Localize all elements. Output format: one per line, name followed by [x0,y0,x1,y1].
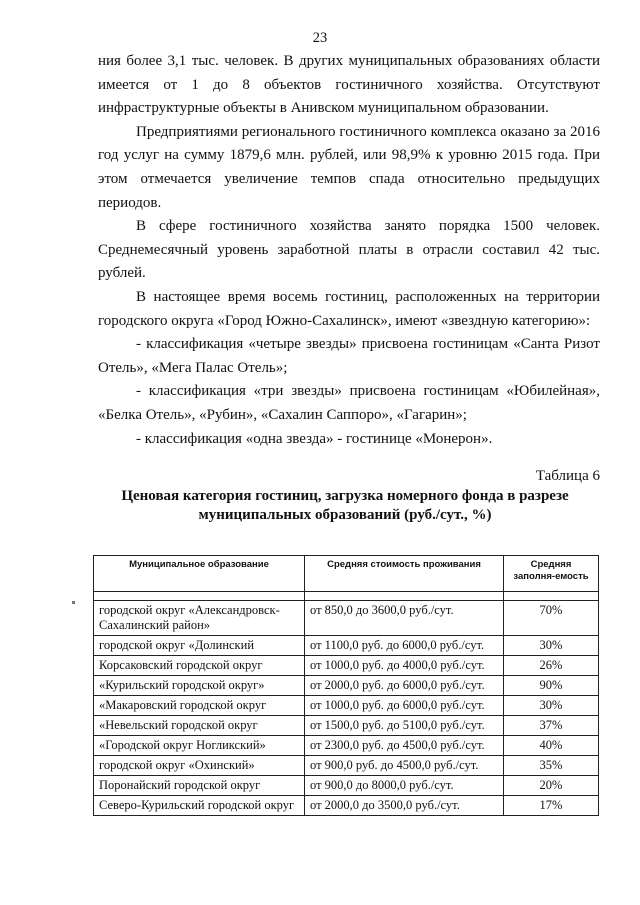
paragraph: ния более 3,1 тыс. человек. В других муниципальных образованиях области имеется от 1 до 8 объектов гостиничного хозяйства. Отсутствуют инфраструктурные объекты в Анивском муниципальном образовании. [98,53,600,117]
price-cell: от 2300,0 руб. до 4500,0 руб./сут. [305,736,504,756]
list-item: - классификация «четыре звезды» присвоена гостиницам «Санта Ризот Отель», «Мега Палас Отель»; [98,336,600,376]
price-cell: от 2000,0 руб. до 6000,0 руб./сут. [305,676,504,696]
municipality-cell: городской округ «Охинский» [94,756,305,776]
municipality-cell: Северо-Курильский городской округ [94,796,305,816]
table-header-row [94,556,599,592]
table-row [94,676,599,696]
paragraph: Предприятиями регионального гостиничного комплекса оказано за 2016 год услуг на сумму 1879,6 млн. рублей, или 98,9% к уровню 2015 года. При этом отмечается увеличение темпов спада относительно предыдущих периодов. [98,123,600,211]
occupancy-cell: 40% [504,736,599,756]
occupancy-cell: 37% [504,716,599,736]
header-occupancy: Средняя заполня-емость [504,556,599,592]
table-label: Таблица 6 [535,468,600,484]
list-item: - классификация «одна звезда» - гостинице «Монерон». [136,430,493,447]
price-cell: от 900,0 до 8000,0 руб./сут. [305,776,504,796]
price-cell: от 900,0 руб. до 4500,0 руб./сут. [305,756,504,776]
table-title: Ценовая категория гостиниц, загрузка номерного фонда в разрезе муниципальных образований (руб./сут., %) [121,488,569,523]
paragraph: В сфере гостиничного хозяйства занято порядка 1500 человек. Среднемесячный уровень заработной платы в отрасли составил 42 тыс. рублей. [98,218,600,282]
page-number: 23 [312,30,328,46]
table-row [94,756,599,776]
table-row [94,656,599,676]
municipality-cell: Корсаковский городской округ [94,656,305,676]
municipality-cell: городской округ «Долинский [94,636,305,656]
occupancy-cell: 30% [504,636,599,656]
header-price: Средняя стоимость проживания [305,556,504,592]
occupancy-cell: 70% [504,601,599,636]
list-item: - классификация «три звезды» присвоена гостиницам «Юбилейная», «Белка Отель», «Рубин», «Сахалин Саппоро», «Гагарин»; [98,383,600,423]
margin-mark [72,601,75,604]
hotel-price-table [93,555,599,816]
table-row [94,696,599,716]
table-row [94,601,599,636]
table-row [94,716,599,736]
occupancy-cell: 17% [504,796,599,816]
occupancy-cell: 26% [504,656,599,676]
occupancy-cell: 35% [504,756,599,776]
occupancy-cell: 30% [504,696,599,716]
price-cell: от 850,0 до 3600,0 руб./сут. [305,601,504,636]
paragraph: В настоящее время восемь гостиниц, расположенных на территории городского округа «Город Южно-Сахалинск», имеют «звездную категорию»: [98,288,600,329]
table-row [94,736,599,756]
occupancy-cell: 20% [504,776,599,796]
price-cell: от 1000,0 руб. до 4000,0 руб./сут. [305,656,504,676]
table-row [94,636,599,656]
price-cell: от 1500,0 руб. до 5100,0 руб./сут. [305,716,504,736]
municipality-cell: «Городской округ Ногликский» [94,736,305,756]
table-spacer-row [94,592,599,601]
price-cell: от 1000,0 руб. до 6000,0 руб./сут. [305,696,504,716]
municipality-cell: «Макаровский городской округ [94,696,305,716]
header-municipality: Муниципальное образование [94,556,305,592]
occupancy-cell: 90% [504,676,599,696]
municipality-cell: городской округ «Александровск-Сахалинский район» [94,601,305,636]
price-cell: от 2000,0 до 3500,0 руб./сут. [305,796,504,816]
table-row [94,796,599,816]
municipality-cell: «Невельский городской округ [94,716,305,736]
table-row [94,776,599,796]
municipality-cell: «Курильский городской округ» [94,676,305,696]
price-cell: от 1100,0 руб. до 6000,0 руб./сут. [305,636,504,656]
body-text [98,50,600,451]
municipality-cell: Поронайский городской округ [94,776,305,796]
